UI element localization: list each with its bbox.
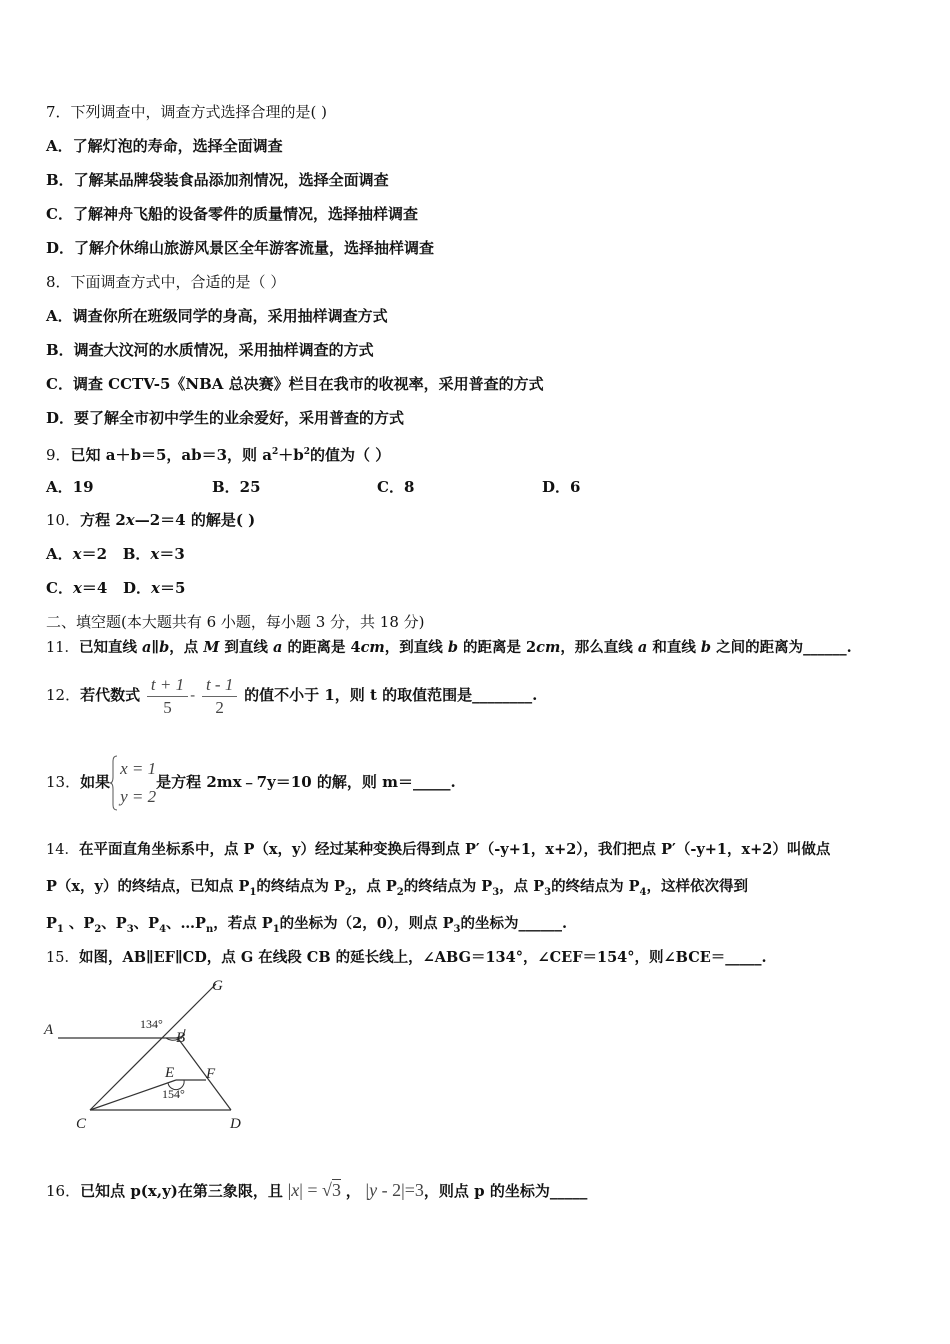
q10-opt-b-var: x <box>150 545 160 563</box>
q12-post: 的值不小于 1，则 t 的取值范围是________. <box>244 686 538 704</box>
q14-line2 <box>46 877 748 903</box>
brace-icon <box>110 755 118 811</box>
q11-t9: 和直线 <box>647 639 701 656</box>
q12-pre: 若代数式 <box>80 686 141 704</box>
q15-number: 15． <box>46 950 79 966</box>
q9-sup2: 2 <box>303 447 311 457</box>
q14-l3-s6: 1 <box>272 923 280 935</box>
q10-stem <box>46 510 255 530</box>
q16-abs1-rhs: 3 <box>331 1180 341 1200</box>
q14-l2-g: ，这样依次得到 <box>646 878 749 895</box>
q10-opt-b-val: ＝3 <box>159 545 185 563</box>
q16-abs2-var: y <box>369 1180 378 1200</box>
q11-t7: 的距离是 2 <box>457 639 537 656</box>
q13-number: 13． <box>46 773 81 791</box>
q14-l3-s4: 4 <box>159 923 167 935</box>
q10-opt-a-val: ＝2 <box>81 545 108 563</box>
q11-t1: 已知直线 <box>78 639 143 656</box>
q11-t6: ，到直线 <box>384 639 448 656</box>
label-e: E <box>165 1065 175 1081</box>
q16-abs1-var: x <box>291 1180 300 1200</box>
q15-stem-text: 如图，AB∥EF∥CD，点 G 在线段 CB 的延长线上，∠ABG＝134°，∠CEF＝154°，则∠BCE＝_____. <box>78 949 767 966</box>
q14-line3 <box>46 914 567 940</box>
q14-l2-f: 的终结点为 P <box>551 878 640 895</box>
q12-f1-numerator: t + 1 <box>147 674 188 697</box>
q14-l2-b: 的终结点为 P <box>256 878 345 895</box>
q7-option-c: C．了解神舟飞船的设备零件的质量情况，选择抽样调查 <box>46 205 418 223</box>
q14-l2-s4: 3 <box>492 886 500 898</box>
q11-a3: a <box>637 639 648 656</box>
q16-abs2-rhs: =3 <box>404 1180 424 1200</box>
q10-opt-d-label: D． <box>123 579 152 597</box>
angle-label-154: 154° <box>162 1087 185 1101</box>
q11-m: M <box>203 639 220 656</box>
label-b: B <box>176 1030 186 1046</box>
q8-option-d: D．要了解全市初中学生的业余爱好，采用普查的方式 <box>46 409 405 427</box>
q10-opt-c-label: C． <box>46 579 73 597</box>
q14-l3-s2: 2 <box>94 923 102 935</box>
q16-stem <box>46 1176 587 1205</box>
q9-option-b: B．25 <box>212 478 261 496</box>
q16-number: 16． <box>46 1182 81 1200</box>
q14-l3-g: 的坐标为（2，0），则点 P <box>279 915 454 932</box>
q9-option-d: D．6 <box>542 478 581 496</box>
q10-number: 10． <box>46 511 81 529</box>
q12-number: 12． <box>46 686 81 704</box>
q14-l3-s5: n <box>205 923 214 935</box>
q13-post: 是方程 2mx﹣7y＝10 的解，则 m＝_____. <box>156 773 456 791</box>
q14-l2-e: ，点 P <box>499 878 545 895</box>
q11-t3: ，点 <box>169 639 204 656</box>
label-f: F <box>206 1066 216 1082</box>
q12-fraction-2 <box>202 674 237 719</box>
q9-option-c: C．8 <box>377 478 415 496</box>
q11-t10: 之间的距离为______. <box>711 639 852 656</box>
q13-stem <box>46 752 456 812</box>
q16-abs-y: |y - 2|=3 <box>365 1180 424 1200</box>
q14-l3-e: 、…P <box>166 915 206 932</box>
q16-sep: ， <box>345 1182 361 1200</box>
q9-number: 9． <box>46 446 71 464</box>
sqrt-icon: √3 <box>322 1180 341 1200</box>
q14-l3-d: 、P <box>133 915 160 932</box>
q11-a1: a <box>142 639 152 656</box>
q11-t4: 到直线 <box>219 639 273 656</box>
q14-l3-s1: 1 <box>56 923 64 935</box>
q10-var: x <box>125 511 135 529</box>
q14-l2-s6: 4 <box>639 886 647 898</box>
q9-stem-a: 已知 a＋b＝5，ab＝3，则 a <box>70 446 273 464</box>
q10-stem-a: 方程 2 <box>80 511 126 529</box>
q8-option-c: C．调查 CCTV-5《NBA 总决赛》栏目在我市的收视率，采用普查的方式 <box>46 375 544 393</box>
q8-option-a: A．调查你所在班级同学的身高，采用抽样调查方式 <box>46 307 388 325</box>
label-d: D <box>230 1116 241 1132</box>
q7-stem-text: 7．下列调查中，调查方式选择合理的是( ) <box>46 103 328 121</box>
q14-line1 <box>46 840 830 860</box>
q14-l2-d: 的终结点为 P <box>403 878 493 895</box>
q12-f2-denominator: 2 <box>215 697 224 717</box>
q14-number: 14． <box>46 842 79 858</box>
q14-l2-s3: 2 <box>396 886 404 898</box>
q10-options-cd <box>46 578 185 598</box>
q10-opt-b-label: B． <box>122 545 151 563</box>
line-bd <box>177 1037 231 1110</box>
q8-option-b: B．调查大汶河的水质情况，采用抽样调査的方式 <box>46 341 374 359</box>
q15-stem <box>46 948 767 968</box>
q16-abs-x: |x| = √3 <box>288 1180 341 1200</box>
q11-stem <box>46 638 852 658</box>
q12-f2-numerator: t - 1 <box>202 674 237 697</box>
q10-opt-c-var: x <box>72 579 82 597</box>
q14-l3-a: P <box>46 915 57 932</box>
q14-l2-s5: 3 <box>544 886 552 898</box>
q7-option-d: D．了解介休绵山旅游风景区全年游客流量，选择抽样调查 <box>46 239 435 257</box>
line-cg <box>90 984 216 1110</box>
q12-stem <box>46 670 537 720</box>
q14-l3-f: ，若点 P <box>213 915 273 932</box>
q9-stem-b: ＋b <box>278 446 304 464</box>
q9-option-a: A．19 <box>46 478 94 496</box>
q9-sup1: 2 <box>272 447 279 457</box>
q14-l3-s7: 3 <box>453 923 461 935</box>
q11-t8: ，那么直线 <box>560 639 638 656</box>
q11-cm1: cm <box>360 639 385 656</box>
section-title: 二、填空题(本大题共有 6 小题，每小题 3 分，共 18 分) <box>46 613 425 631</box>
q10-opt-a-var: x <box>72 545 82 563</box>
q12-f1-denominator: 5 <box>163 697 172 717</box>
q11-t2: ∥ <box>151 639 160 656</box>
q10-stem-b: —2＝4 的解是( ) <box>134 511 256 529</box>
q10-opt-d-var: x <box>151 579 160 597</box>
q16-abs2-mid: - 2 <box>377 1180 402 1200</box>
q15-geometry-figure <box>40 974 260 1134</box>
q11-number: 11． <box>46 640 79 656</box>
q7-stem <box>46 102 327 122</box>
q14-l2-c: ，点 P <box>351 878 397 895</box>
q14-l2-s1: 1 <box>249 886 257 898</box>
q14-l2-s2: 2 <box>344 886 352 898</box>
q11-a2: a <box>272 639 283 656</box>
q10-options-ab <box>46 544 185 564</box>
q11-b3: b <box>700 639 712 656</box>
q7-option-a: A．了解灯泡的寿命，选择全面调查 <box>46 137 283 155</box>
q9-stem <box>46 442 390 465</box>
q13-eq1: x = 1 <box>120 759 157 778</box>
label-g: G <box>212 978 223 994</box>
q11-cm2: cm <box>536 639 561 656</box>
q10-opt-c-val: ＝4 <box>81 579 108 597</box>
q9-stem-c: 的值为（ ） <box>310 446 391 464</box>
q11-t5: 的距离是 4 <box>282 639 361 656</box>
q14-line1-text: 在平面直角坐标系中，点 P（x，y）经过某种变换后得到点 P′（-y+1，x+2），我们把点 P′（-y+1，x+2）叫做点 <box>78 841 831 858</box>
q8-stem: 8．下面调查方式中，合适的是（ ） <box>46 273 286 291</box>
q14-l3-s3: 3 <box>126 923 134 935</box>
q16-post: ，则点 p 的坐标为_____ <box>423 1182 588 1200</box>
q14-l3-b: 、P <box>63 915 95 932</box>
q10-opt-d-val: ＝5 <box>159 579 186 597</box>
q13-eq2: y = 2 <box>120 787 157 806</box>
q10-opt-a-label: A． <box>46 545 73 563</box>
q14-l3-h: 的坐标为______. <box>460 915 568 932</box>
q7-option-b: B．了解某品牌袋装食品添加剂情况，选择全面调查 <box>46 171 389 189</box>
q11-b1: b <box>159 639 170 656</box>
q13-equation-system <box>110 755 156 811</box>
q14-l3-c: 、P <box>101 915 127 932</box>
q11-b2: b <box>447 639 458 656</box>
q12-minus: - <box>190 686 196 704</box>
q12-fraction-1 <box>147 674 188 719</box>
label-c: C <box>76 1116 87 1132</box>
q14-l2-a: P（x，y）的终结点，已知点 P <box>46 878 250 895</box>
q13-pre: 如果 <box>80 773 111 791</box>
q16-pre: 已知点 p(x,y)在第三象限，且 <box>80 1182 283 1200</box>
label-a: A <box>44 1022 54 1038</box>
angle-label-134: 134° <box>140 1017 163 1031</box>
